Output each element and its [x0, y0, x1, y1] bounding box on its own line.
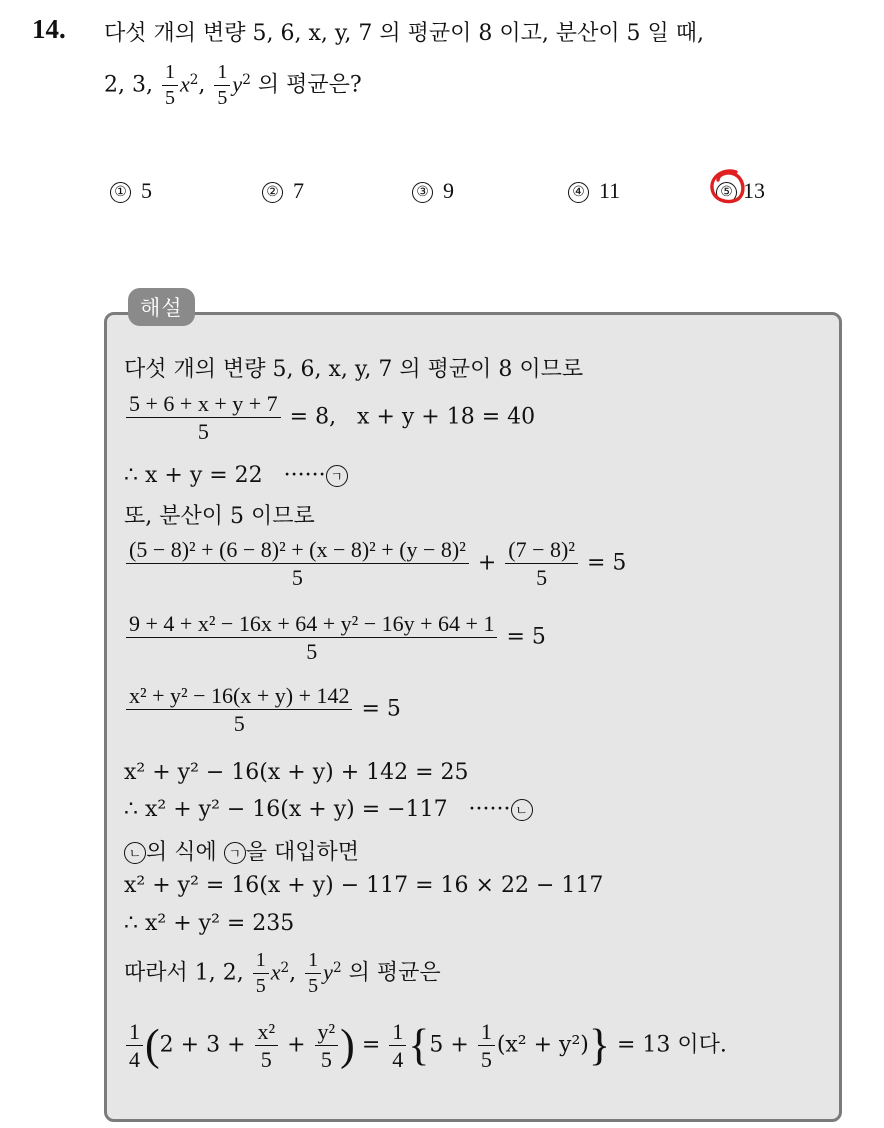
choice-3-label: ③: [412, 182, 433, 203]
sol-line-14-inner1: 2 + 3 +: [159, 1032, 246, 1058]
sol-line-5-rest: = 5: [586, 550, 627, 576]
sol-line-6: [124, 612, 546, 663]
answer-circle-mark-icon: [706, 166, 748, 208]
frac-den: 5: [233, 711, 245, 737]
frac-one-fifth-b: [214, 62, 230, 109]
choice-3[interactable]: [412, 178, 454, 204]
sol-line-9: [124, 797, 533, 822]
choice-1[interactable]: [110, 178, 152, 204]
choice-2[interactable]: [262, 178, 304, 204]
exp-x: 2: [189, 72, 199, 88]
plus: +: [287, 1032, 306, 1058]
sol-line-14: [124, 1020, 727, 1071]
frac-one-fifth-e: [478, 1020, 495, 1071]
frac-one-fifth-c: [253, 950, 269, 997]
problem-line-2-prefix: 2, 3,: [104, 72, 153, 98]
sol-line-14-end: = 13 이다.: [617, 1032, 727, 1058]
choice-5-label: ⑤: [716, 182, 737, 203]
exp-y: 2: [332, 960, 342, 976]
frac-den: 5: [536, 565, 548, 591]
frac-num: 1: [305, 950, 321, 974]
sol-frac-variance: [126, 538, 469, 589]
frac-num: 1: [214, 62, 230, 86]
frac-den: 5: [260, 1047, 272, 1073]
sol-frac-expanded: [126, 612, 497, 663]
choice-4[interactable]: [568, 178, 620, 204]
sol-line-2: [124, 392, 535, 443]
frac-den: 5: [164, 87, 175, 109]
sol-line-3-text: ∴ x + y = 22 ······: [124, 463, 326, 488]
problem-number: 14.: [32, 14, 66, 44]
frac-num: 1: [253, 950, 269, 974]
frac-num: 9 + 4 + x² − 16x + 64 + y² − 16y + 64 + 1: [126, 612, 497, 638]
choice-4-label: ④: [568, 182, 589, 203]
comma: ,: [289, 960, 297, 986]
right-paren: ): [340, 1020, 355, 1070]
sol-frac-variance-2: [505, 538, 578, 589]
frac-one-fifth-a: [162, 62, 178, 109]
frac-quarter-a: [126, 1020, 143, 1071]
frac-num: 5 + 6 + x + y + 7: [126, 392, 281, 418]
frac-den: 5: [306, 639, 318, 665]
giyeok-circle-icon: ㄱ: [326, 465, 348, 487]
left-brace: {: [408, 1020, 430, 1070]
frac-num: (7 − 8)²: [505, 538, 578, 564]
frac-den: 5: [480, 1047, 492, 1073]
var-y: y: [323, 959, 333, 985]
sol-frac-mean: [126, 392, 281, 443]
problem-line-2-suffix: 의 평균은?: [257, 72, 362, 98]
frac-den: 5: [308, 975, 319, 997]
frac-den: 5: [320, 1047, 332, 1073]
sol-line-14-inner2: 5 +: [429, 1032, 469, 1058]
right-brace: }: [588, 1020, 610, 1070]
choice-5-value: 13: [743, 178, 765, 203]
sol-line-5: [124, 538, 626, 589]
sol-line-10-d: 을 대입하면: [245, 840, 360, 865]
choice-4-value: 11: [599, 178, 621, 203]
frac-den: 4: [392, 1047, 404, 1073]
left-paren: (: [145, 1020, 160, 1070]
frac-x2-over-5: [255, 1020, 279, 1071]
sol-line-2-rest: = 8, x + y + 18 = 40: [289, 404, 536, 430]
solution-tag: 해설: [128, 288, 195, 326]
sol-line-6-rest: = 5: [506, 624, 546, 650]
sol-line-10-b: 의 식에: [146, 840, 217, 865]
frac-den: 4: [129, 1047, 140, 1073]
var-x: x: [179, 71, 190, 97]
plus: +: [477, 550, 497, 576]
choice-2-value: 7: [293, 178, 304, 203]
choice-3-value: 9: [443, 178, 454, 203]
frac-num: 1: [478, 1020, 495, 1046]
frac-den: 5: [217, 87, 228, 109]
exp-y: 2: [242, 72, 251, 88]
sol-line-4: 또, 분산이 5 이므로: [124, 504, 315, 529]
exp-x: 2: [280, 960, 290, 976]
nieun-circle-icon: ㄴ: [511, 799, 533, 821]
choice-2-label: ②: [262, 182, 283, 203]
sol-line-8: x² + y² − 16(x + y) + 142 = 25: [124, 760, 469, 785]
sol-line-13: [124, 950, 441, 997]
sol-frac-simplified: [126, 684, 352, 735]
frac-quarter-b: [389, 1020, 406, 1071]
frac-num: (5 − 8)² + (6 − 8)² + (x − 8)² + (y − 8)²: [126, 538, 469, 564]
frac-y2-over-5: [315, 1020, 339, 1071]
sol-line-11: x² + y² = 16(x + y) − 117 = 16 × 22 − 117: [124, 873, 604, 898]
sol-line-14-inner3: (x² + y²): [496, 1032, 589, 1058]
comma: ,: [198, 72, 206, 98]
choice-1-label: ①: [110, 182, 131, 203]
sol-line-13-prefix: 따라서 1, 2,: [124, 960, 244, 986]
sol-line-9-text: ∴ x² + y² − 16(x + y) = −117 ······: [124, 797, 511, 822]
var-y: y: [232, 71, 243, 97]
frac-den: 5: [255, 975, 266, 997]
frac-den: 5: [197, 419, 209, 445]
frac-num: 1: [389, 1020, 406, 1046]
frac-one-fifth-d: [305, 950, 321, 997]
frac-num: x²: [255, 1020, 279, 1046]
sol-line-13-suffix: 의 평균은: [348, 960, 441, 986]
sol-line-7-rest: = 5: [361, 696, 401, 722]
equals: =: [361, 1032, 381, 1058]
frac-num: y²: [315, 1020, 339, 1046]
problem-line-1: 다섯 개의 변량 5, 6, x, y, 7 의 평균이 8 이고, 분산이 5 일 때,: [104, 21, 705, 46]
frac-num: 1: [162, 62, 178, 86]
var-x: x: [270, 959, 281, 985]
sol-line-1: 다섯 개의 변량 5, 6, x, y, 7 의 평균이 8 이므로: [124, 357, 584, 382]
sol-line-12: ∴ x² + y² = 235: [124, 911, 295, 936]
problem-line-2: [104, 62, 362, 109]
frac-num: x² + y² − 16(x + y) + 142: [126, 684, 352, 710]
frac-den: 5: [291, 565, 303, 591]
sol-line-7: [124, 684, 401, 735]
nieun-circle-icon: ㄴ: [124, 842, 146, 864]
sol-line-3: [124, 463, 348, 488]
choice-1-value: 5: [141, 178, 152, 203]
frac-num: 1: [126, 1020, 143, 1046]
sol-line-10: [124, 835, 359, 866]
giyeok-circle-icon: ㄱ: [224, 842, 246, 864]
